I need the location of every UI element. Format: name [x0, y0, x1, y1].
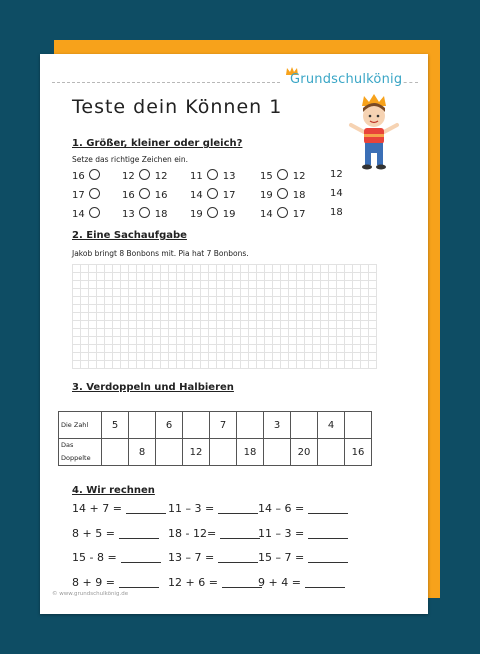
task-expression: 14 + 7 = — [72, 502, 122, 515]
table-cell[interactable] — [183, 412, 210, 439]
table-cell: 16 — [345, 439, 372, 466]
table-cell[interactable] — [129, 412, 156, 439]
comparison-item — [190, 169, 235, 182]
task-expression: 11 – 3 = — [258, 527, 305, 540]
section-2-heading: 2. Eine Sachaufgabe — [72, 230, 187, 241]
task-expression: 15 – 7 = — [258, 551, 305, 564]
left-number: 15 — [260, 171, 273, 182]
table-cell: 5 — [102, 412, 129, 439]
answer-blank[interactable] — [220, 538, 260, 539]
answer-blank[interactable] — [218, 562, 258, 563]
doubling-table — [58, 411, 372, 466]
table-cell[interactable] — [264, 439, 291, 466]
arithmetic-task — [168, 576, 262, 589]
table-cell: 8 — [129, 439, 156, 466]
table-cell[interactable] — [210, 439, 237, 466]
arithmetic-task — [168, 551, 258, 564]
row-label-number: Die Zahl — [59, 412, 102, 439]
arithmetic-task — [258, 551, 348, 564]
comparison-circle[interactable] — [139, 188, 150, 199]
task-expression: 18 - 12= — [168, 527, 217, 540]
table-cell: 20 — [291, 439, 318, 466]
comparison-circle[interactable] — [277, 169, 288, 180]
task-expression: 8 + 5 = — [72, 527, 115, 540]
section-4-heading: 4. Wir rechnen — [72, 485, 155, 496]
table-cell[interactable] — [237, 412, 264, 439]
row-double — [59, 439, 372, 466]
table-cell: 6 — [156, 412, 183, 439]
arithmetic-task — [72, 502, 166, 515]
comparison-item — [260, 169, 305, 182]
right-number: 17 — [222, 190, 236, 201]
left-number: 13 — [122, 209, 135, 220]
comparison-item — [190, 188, 235, 201]
arithmetic-task — [72, 576, 159, 589]
left-number: 14 — [260, 209, 273, 220]
table-cell[interactable] — [291, 412, 318, 439]
arithmetic-task — [258, 527, 348, 540]
section-2-task-text: Jakob bringt 8 Bonbons mit. Pia hat 7 Bonbons. — [72, 249, 249, 258]
comparison-item — [330, 188, 343, 199]
answer-blank[interactable] — [218, 513, 258, 514]
answer-blank[interactable] — [305, 587, 345, 588]
right-number: 14 — [330, 188, 343, 199]
arithmetic-task — [168, 502, 258, 515]
table-cell: 7 — [210, 412, 237, 439]
left-number: 12 — [122, 171, 135, 182]
answer-grid[interactable] — [72, 264, 377, 369]
top-dashed-line — [52, 82, 280, 83]
comparison-item — [122, 169, 167, 182]
comparison-circle[interactable] — [89, 207, 100, 218]
comparison-circle[interactable] — [277, 188, 288, 199]
section-1-heading: 1. Größer, kleiner oder gleich? — [72, 138, 243, 149]
comparison-circle[interactable] — [89, 169, 100, 180]
comparison-item — [72, 188, 105, 201]
answer-blank[interactable] — [308, 538, 348, 539]
answer-blank[interactable] — [222, 587, 262, 588]
left-number: 11 — [190, 171, 203, 182]
answer-blank[interactable] — [119, 538, 159, 539]
task-expression: 14 – 6 = — [258, 502, 305, 515]
footer-url: © www.grundschulkönig.de — [52, 591, 129, 597]
right-number: 18 — [292, 190, 306, 201]
left-number: 14 — [72, 209, 85, 220]
arithmetic-task — [258, 576, 345, 589]
comparison-item — [72, 169, 105, 182]
answer-blank[interactable] — [308, 562, 348, 563]
right-number: 12 — [292, 171, 306, 182]
comparison-circle[interactable] — [207, 169, 218, 180]
right-number: 18 — [330, 207, 343, 218]
comparison-circle[interactable] — [89, 188, 100, 199]
right-number: 19 — [222, 209, 236, 220]
answer-blank[interactable] — [119, 587, 159, 588]
answer-blank[interactable] — [308, 513, 348, 514]
table-cell: 3 — [264, 412, 291, 439]
answer-blank[interactable] — [121, 562, 161, 563]
table-cell: 4 — [318, 412, 345, 439]
comparison-item — [72, 207, 105, 220]
comparison-circle[interactable] — [139, 169, 150, 180]
comparison-item — [190, 207, 235, 220]
task-expression: 8 + 9 = — [72, 576, 115, 589]
comparison-circle[interactable] — [207, 207, 218, 218]
arithmetic-task — [72, 527, 159, 540]
page-title: Teste dein Können 1 — [72, 96, 283, 118]
left-number: 16 — [72, 171, 85, 182]
brand-logo: Grundschulkönig — [290, 72, 403, 87]
section-3-heading: 3. Verdoppeln und Halbieren — [72, 382, 234, 393]
left-number: 19 — [190, 209, 203, 220]
row-number — [59, 412, 372, 439]
worksheet-page — [40, 54, 428, 614]
comparison-circle[interactable] — [207, 188, 218, 199]
right-number: 17 — [292, 209, 306, 220]
comparison-item — [260, 207, 305, 220]
left-number: 14 — [190, 190, 203, 201]
comparison-item — [330, 207, 343, 218]
comparison-item — [330, 169, 343, 180]
table-cell: 18 — [237, 439, 264, 466]
comparison-item — [122, 188, 167, 201]
right-number: 12 — [154, 171, 168, 182]
row-label-double: Das Doppelte — [59, 439, 102, 466]
right-number: 16 — [154, 190, 168, 201]
table-cell: 12 — [183, 439, 210, 466]
comparison-item — [260, 188, 305, 201]
task-expression: 12 + 6 = — [168, 576, 218, 589]
task-expression: 15 - 8 = — [72, 551, 117, 564]
task-expression: 11 – 3 = — [168, 502, 215, 515]
section-1-instruction: Setze das richtige Zeichen ein. — [72, 155, 189, 164]
king-boy-icon — [346, 92, 402, 172]
arithmetic-task — [258, 502, 348, 515]
table-cell[interactable] — [345, 412, 372, 439]
left-number: 17 — [72, 190, 85, 201]
comparison-circle[interactable] — [277, 207, 288, 218]
table-cell[interactable] — [156, 439, 183, 466]
table-cell[interactable] — [318, 439, 345, 466]
right-number: 18 — [154, 209, 168, 220]
answer-blank[interactable] — [126, 513, 166, 514]
left-number: 16 — [122, 190, 135, 201]
task-expression: 13 – 7 = — [168, 551, 215, 564]
table-cell[interactable] — [102, 439, 129, 466]
comparison-item — [122, 207, 167, 220]
left-number: 19 — [260, 190, 273, 201]
arithmetic-task — [72, 551, 161, 564]
arithmetic-task — [168, 527, 260, 540]
right-number: 12 — [330, 169, 343, 180]
comparison-circle[interactable] — [139, 207, 150, 218]
task-expression: 9 + 4 = — [258, 576, 301, 589]
right-number: 13 — [222, 171, 236, 182]
